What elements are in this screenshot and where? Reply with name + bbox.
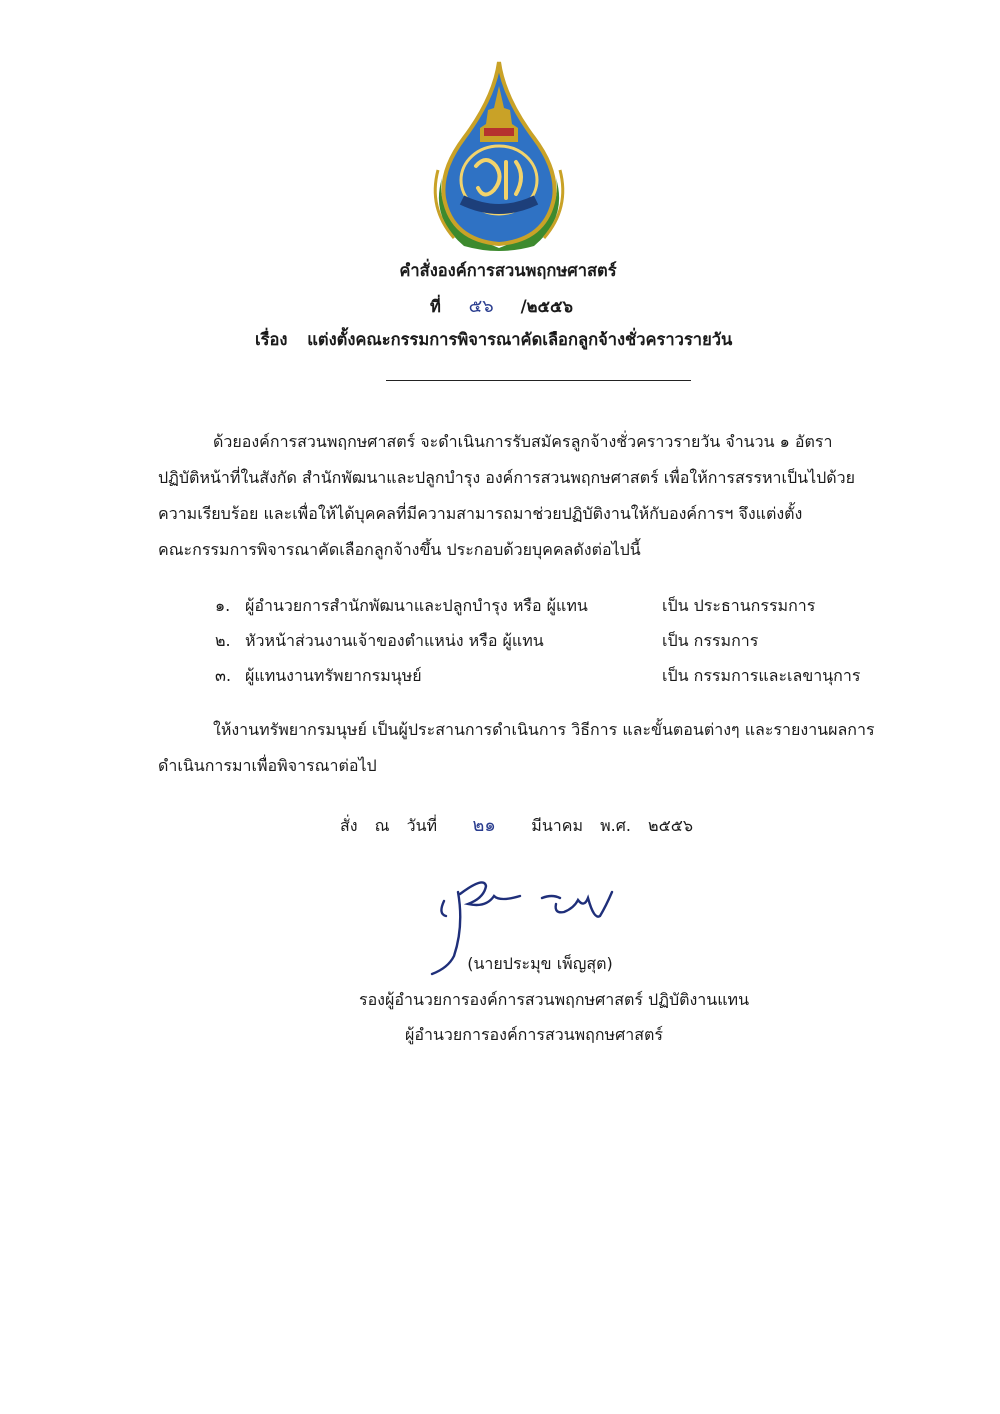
order-number-handwritten: ๕๖ (468, 296, 494, 317)
committee-role: เป็น กรรมการและเลขานุการ (662, 666, 861, 685)
year-label: พ.ศ. (600, 816, 631, 835)
signer-name: (นายประมุข เพ็ญสุต) (467, 954, 613, 973)
intro-line: ปฏิบัติหน้าที่ในสังกัด สำนักพัฒนาและปลูกบำรุง องค์การสวนพฤกษศาสตร์ เพื่อให้การสรรหาเป็นไปด้วย (158, 468, 856, 487)
committee-item (215, 664, 915, 698)
assignment-line: ให้งานทรัพยากรมนุษย์ เป็นผู้ประสานการดำเนินการ วิธีการ และขั้นตอนต่างๆ และรายงานผลการ (213, 720, 875, 739)
signer-position: ผู้อำนวยการองค์การสวนพฤกษศาสตร์ (405, 1025, 663, 1044)
committee-role: เป็น ประธานกรรมการ (662, 596, 816, 615)
order-word: สั่ง (340, 816, 358, 835)
intro-line: ความเรียบร้อย และเพื่อให้ได้บุคคลที่มีความสามารถมาช่วยปฏิบัติงานให้กับองค์การฯ จึงแต่งตั้ง (158, 504, 803, 523)
committee-role: เป็น กรรมการ (662, 631, 759, 650)
committee-member: ผู้แทนงานทรัพยากรมนุษย์ (245, 666, 422, 685)
order-number (430, 291, 573, 320)
committee-member: ผู้อำนวยการสำนักพัฒนาและปลูกบำรุง หรือ ผู้แทน (245, 596, 588, 615)
order-subject (255, 327, 732, 353)
assignment-line: ดำเนินการมาเพื่อพิจารณาต่อไป (158, 756, 377, 775)
year: ๒๕๕๖ (648, 816, 693, 835)
day-handwritten: ๒๑ (472, 815, 496, 836)
signer-position: รองผู้อำนวยการองค์การสวนพฤกษศาสตร์ ปฏิบัติงานแทน (358, 990, 750, 1009)
subject-text: แต่งตั้งคณะกรรมการพิจารณาคัดเลือกลูกจ้างชั่วคราวรายวัน (307, 330, 733, 349)
committee-member: หัวหน้าส่วนงานเจ้าของตำแหน่ง หรือ ผู้แทน (245, 631, 544, 650)
subject-label: เรื่อง (255, 330, 288, 349)
day-label: วันที่ (406, 816, 438, 835)
committee-number: ๒. (215, 631, 231, 650)
committee-item (215, 594, 915, 628)
order-number-label: ที่ (430, 297, 441, 316)
order-number-year: /๒๕๕๖ (520, 297, 573, 316)
order-date (340, 810, 705, 839)
committee-number: ๑. (215, 596, 231, 615)
order-title: คำสั่งองค์การสวนพฤกษศาสตร์ (399, 261, 617, 280)
header-divider (386, 380, 691, 381)
organization-emblem-icon (424, 58, 574, 256)
intro-line: คณะกรรมการพิจารณาคัดเลือกลูกจ้างขึ้น ประกอบด้วยบุคคลดังต่อไปนี้ (158, 540, 641, 559)
month: มีนาคม (531, 816, 583, 835)
assignment-paragraph (158, 712, 923, 784)
at-word: ณ (374, 816, 390, 835)
intro-paragraph (158, 424, 923, 568)
committee-number: ๓. (215, 666, 232, 685)
committee-item (215, 629, 915, 663)
intro-line: ด้วยองค์การสวนพฤกษศาสตร์ จะดำเนินการรับสมัครลูกจ้างชั่วคราวรายวัน จำนวน ๑ อัตรา (213, 432, 833, 451)
